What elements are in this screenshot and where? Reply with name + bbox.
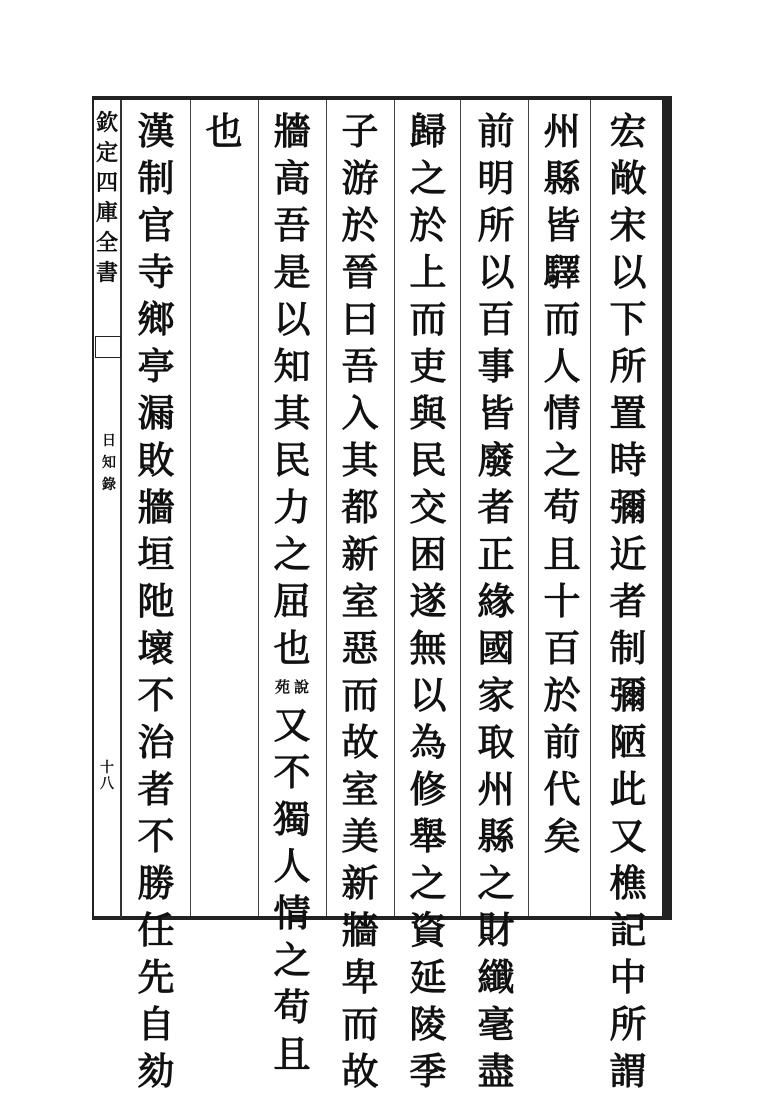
text-column-8	[132, 108, 180, 1095]
glyph: 宏	[609, 109, 647, 153]
glyph: 敗	[137, 438, 175, 482]
glyph: 新	[341, 532, 379, 576]
glyph: 所	[477, 203, 515, 247]
glyph: 代	[543, 767, 581, 811]
glyph: 制	[137, 156, 175, 200]
glyph: 皆	[543, 203, 581, 247]
glyph: 矣	[543, 814, 581, 858]
column-rule	[258, 100, 259, 916]
glyph: 是	[273, 250, 311, 294]
glyph: 百	[543, 626, 581, 670]
glyph: 之	[409, 861, 447, 905]
glyph: 廢	[477, 438, 515, 482]
text-column-1	[604, 108, 652, 1095]
glyph: 之	[273, 532, 311, 576]
glyph: 彌	[609, 485, 647, 529]
glyph: 此	[609, 767, 647, 811]
margin-book-title	[100, 430, 118, 496]
glyph: 驛	[543, 250, 581, 294]
glyph: 人	[273, 844, 311, 888]
glyph: 先	[137, 955, 175, 999]
glyph: 美	[341, 814, 379, 858]
glyph: 陵	[409, 1002, 447, 1046]
glyph: 以	[609, 250, 647, 294]
glyph: 牆	[341, 908, 379, 952]
glyph: 也	[273, 626, 311, 670]
glyph: 新	[341, 861, 379, 905]
glyph: 吏	[409, 344, 447, 388]
glyph: 以	[477, 250, 515, 294]
glyph: 知	[102, 455, 116, 471]
glyph: 而	[341, 1002, 379, 1046]
inline-annotation	[275, 672, 309, 702]
glyph: 纖	[477, 955, 515, 999]
glyph: 劾	[137, 1049, 175, 1093]
glyph: 定	[95, 140, 118, 166]
glyph: 樵	[609, 861, 647, 905]
frame-right-border	[662, 100, 672, 918]
margin-mark-box	[95, 336, 121, 358]
glyph: 上	[409, 250, 447, 294]
glyph: 惡	[341, 626, 379, 670]
glyph: 置	[609, 391, 647, 435]
glyph: 近	[609, 532, 647, 576]
glyph: 全	[95, 230, 118, 256]
glyph: 困	[409, 532, 447, 576]
glyph: 自	[137, 1002, 175, 1046]
glyph: 情	[273, 891, 311, 935]
glyph: 治	[137, 720, 175, 764]
glyph: 又	[609, 814, 647, 858]
text-column-5	[336, 108, 384, 1095]
glyph: 十	[543, 579, 581, 623]
glyph: 漏	[137, 391, 175, 435]
glyph: 於	[341, 203, 379, 247]
glyph: 不	[137, 814, 175, 858]
glyph: 修	[409, 767, 447, 811]
glyph: 八	[100, 776, 114, 792]
glyph: 國	[477, 626, 515, 670]
glyph: 而	[543, 297, 581, 341]
glyph: 亭	[137, 344, 175, 388]
glyph: 任	[137, 908, 175, 952]
frame-top-border	[92, 96, 672, 100]
glyph: 盡	[477, 1049, 515, 1093]
glyph: 人	[543, 344, 581, 388]
glyph: 遂	[409, 579, 447, 623]
glyph: 壞	[137, 626, 175, 670]
column-rule	[326, 100, 327, 916]
text-column-3	[472, 108, 520, 1095]
glyph: 子	[341, 109, 379, 153]
glyph: 垣	[137, 532, 175, 576]
glyph: 歸	[409, 109, 447, 153]
glyph: 取	[477, 720, 515, 764]
glyph: 者	[477, 485, 515, 529]
glyph: 情	[543, 391, 581, 435]
glyph: 於	[543, 673, 581, 717]
glyph: 其	[341, 438, 379, 482]
text-column-6	[268, 108, 316, 1078]
glyph: 縣	[477, 814, 515, 858]
glyph: 高	[273, 156, 311, 200]
glyph: 故	[341, 720, 379, 764]
glyph: 故	[341, 1049, 379, 1093]
gutter-divider	[120, 100, 122, 918]
glyph: 苟	[543, 485, 581, 529]
glyph: 吾	[273, 203, 311, 247]
glyph: 鄉	[137, 297, 175, 341]
glyph: 欽	[95, 110, 118, 136]
glyph: 獨	[273, 797, 311, 841]
column-rule	[528, 100, 529, 916]
glyph: 寺	[137, 250, 175, 294]
glyph: 苟	[273, 985, 311, 1029]
margin-collection-title	[95, 108, 119, 288]
glyph: 制	[609, 626, 647, 670]
glyph: 之	[477, 861, 515, 905]
glyph: 且	[543, 532, 581, 576]
glyph: 陋	[609, 720, 647, 764]
glyph: 宋	[609, 203, 647, 247]
glyph: 季	[409, 1049, 447, 1093]
glyph: 資	[409, 908, 447, 952]
glyph: 舉	[409, 814, 447, 858]
text-column-2	[538, 108, 586, 860]
glyph: 百	[477, 297, 515, 341]
glyph: 皆	[477, 391, 515, 435]
glyph: 不	[273, 750, 311, 794]
glyph: 書	[95, 260, 118, 286]
glyph: 民	[409, 438, 447, 482]
glyph: 之	[409, 156, 447, 200]
glyph: 牆	[137, 485, 175, 529]
glyph: 之	[273, 938, 311, 982]
glyph: 之	[543, 438, 581, 482]
glyph: 漢	[137, 109, 175, 153]
glyph: 敞	[609, 156, 647, 200]
glyph: 財	[477, 908, 515, 952]
glyph: 為	[409, 720, 447, 764]
glyph: 正	[477, 532, 515, 576]
glyph: 十	[100, 760, 114, 776]
glyph: 其	[273, 391, 311, 435]
glyph: 無	[409, 626, 447, 670]
glyph: 以	[409, 673, 447, 717]
glyph: 而	[409, 297, 447, 341]
glyph: 力	[273, 485, 311, 529]
glyph: 與	[409, 391, 447, 435]
glyph: 以	[273, 297, 311, 341]
glyph: 緣	[477, 579, 515, 623]
glyph: 延	[409, 955, 447, 999]
margin-page-number	[96, 760, 118, 792]
glyph: 毫	[477, 1002, 515, 1046]
glyph: 入	[341, 391, 379, 435]
glyph: 庫	[95, 200, 118, 226]
glyph: 謂	[609, 1049, 647, 1093]
glyph: 下	[609, 297, 647, 341]
glyph: 交	[409, 485, 447, 529]
glyph: 阤	[137, 579, 175, 623]
glyph: 事	[477, 344, 515, 388]
glyph: 晉	[341, 250, 379, 294]
glyph: 不	[137, 673, 175, 717]
glyph: 室	[341, 579, 379, 623]
glyph: 也	[205, 109, 243, 153]
glyph: 州	[543, 109, 581, 153]
glyph: 時	[609, 438, 647, 482]
glyph: 官	[137, 203, 175, 247]
annotation-glyph: 苑	[274, 678, 290, 696]
glyph: 前	[543, 720, 581, 764]
glyph: 所	[609, 1002, 647, 1046]
column-rule	[590, 100, 591, 916]
column-rule	[460, 100, 461, 916]
text-column-4	[404, 108, 452, 1095]
glyph: 於	[409, 203, 447, 247]
column-rule	[394, 100, 395, 916]
glyph: 四	[95, 170, 118, 196]
glyph: 日	[102, 433, 116, 449]
glyph: 屈	[273, 579, 311, 623]
glyph: 彌	[609, 673, 647, 717]
glyph: 吾	[341, 344, 379, 388]
glyph: 而	[341, 673, 379, 717]
glyph: 州	[477, 767, 515, 811]
glyph: 又	[273, 703, 311, 747]
frame-left-border	[92, 100, 94, 918]
glyph: 都	[341, 485, 379, 529]
glyph: 家	[477, 673, 515, 717]
glyph: 知	[273, 344, 311, 388]
glyph: 記	[609, 908, 647, 952]
glyph: 縣	[543, 156, 581, 200]
glyph: 且	[273, 1032, 311, 1076]
glyph: 中	[609, 955, 647, 999]
glyph: 錄	[102, 477, 116, 493]
glyph: 者	[137, 767, 175, 811]
glyph: 明	[477, 156, 515, 200]
glyph: 游	[341, 156, 379, 200]
glyph: 牆	[273, 109, 311, 153]
glyph: 前	[477, 109, 515, 153]
text-column-7	[200, 108, 248, 155]
glyph: 室	[341, 767, 379, 811]
glyph: 所	[609, 344, 647, 388]
column-rule	[190, 100, 191, 916]
glyph: 民	[273, 438, 311, 482]
annotation-glyph: 說	[294, 678, 310, 696]
glyph: 者	[609, 579, 647, 623]
glyph: 曰	[341, 297, 379, 341]
glyph: 勝	[137, 861, 175, 905]
glyph: 卑	[341, 955, 379, 999]
